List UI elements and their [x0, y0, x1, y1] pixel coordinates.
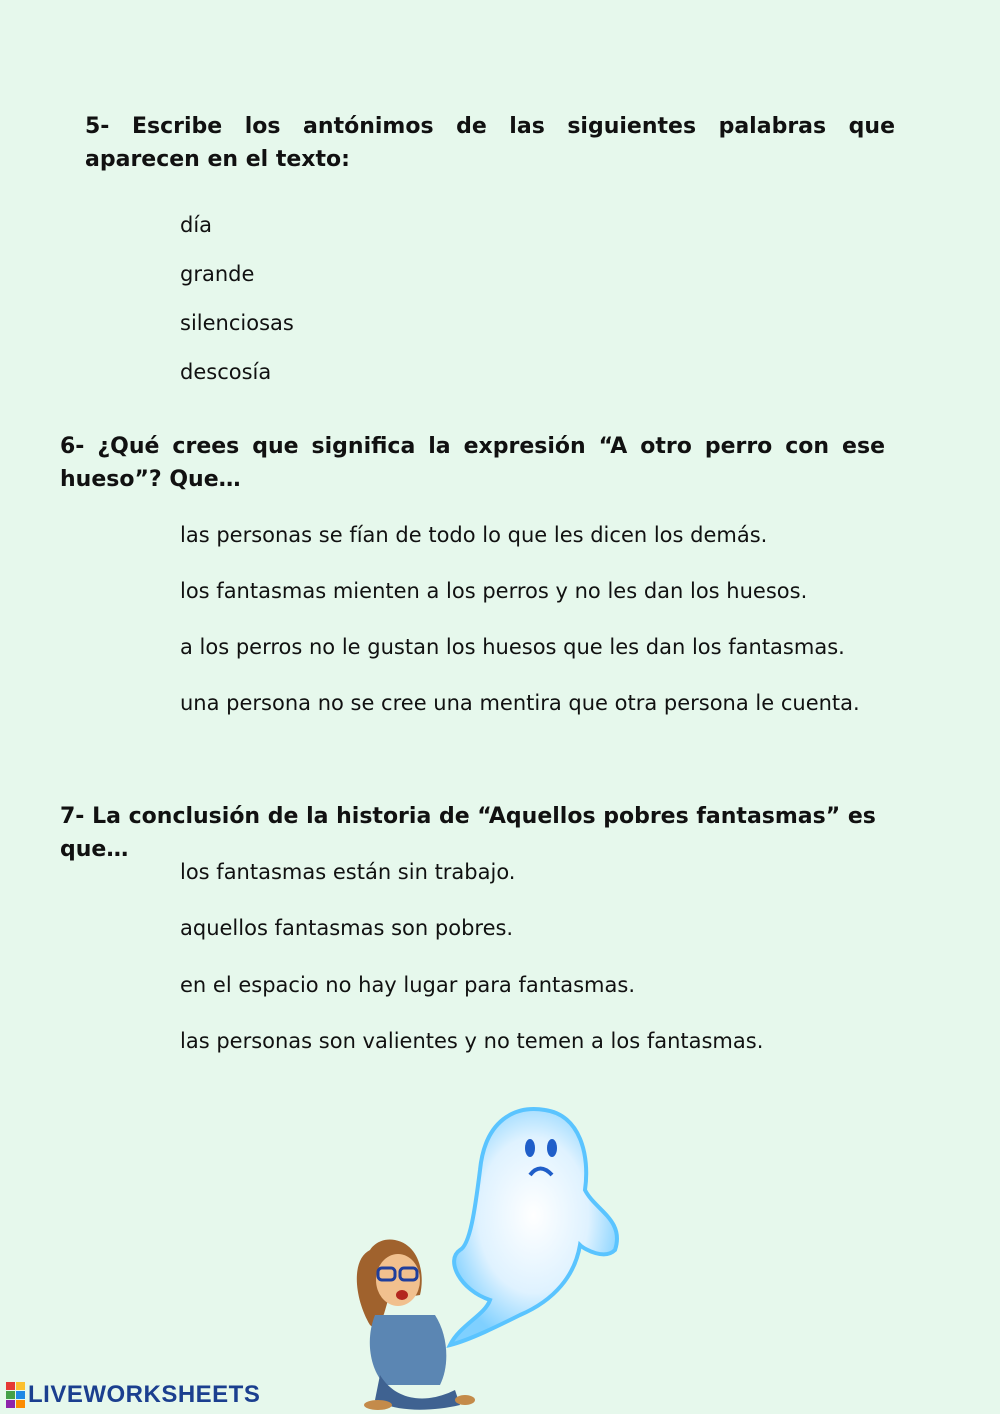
woman-shoe-2 [455, 1395, 475, 1405]
woman-jacket [370, 1315, 447, 1385]
q5-word-3: silenciosas [180, 311, 294, 335]
q6-option-3[interactable]: a los perros no le gustan los huesos que les dan los fantasmas. [180, 635, 845, 659]
q7-option-4[interactable]: las personas son valientes y no temen a los fantasmas. [180, 1029, 764, 1053]
logo-text: LIVEWORKSHEETS [28, 1381, 261, 1408]
question-6-title: 6- ¿Qué crees que significa la expresión “A otro perro con ese hueso”? Que… [60, 434, 885, 492]
q6-option-4[interactable]: una persona no se cree una mentira que otra persona le cuenta. [180, 691, 860, 715]
logo-blocks-icon [6, 1382, 25, 1408]
q6-option-2[interactable]: los fantasmas mienten a los perros y no les dan los huesos. [180, 579, 808, 603]
question-5-title: 5- Escribe los antónimos de las siguientes palabras que aparecen en el texto: [85, 114, 895, 172]
q5-word-4: descosía [180, 360, 272, 384]
ghost-right-eye [547, 1139, 557, 1157]
q7-option-1[interactable]: los fantasmas están sin trabajo. [180, 860, 516, 884]
woman-mouth [396, 1290, 408, 1300]
q5-word-2: grande [180, 262, 255, 286]
q6-option-1[interactable]: las personas se fían de todo lo que les dicen los demás. [180, 523, 768, 547]
q5-word-1: día [180, 213, 213, 237]
q7-option-3[interactable]: en el espacio no hay lugar para fantasmas. [180, 973, 635, 997]
question-7-title: 7- La conclusión de la historia de “Aquellos pobres fantasmas” es que… [60, 804, 876, 862]
q7-option-2[interactable]: aquellos fantasmas son pobres. [180, 916, 514, 940]
ghost-and-scared-woman-illustration [340, 1100, 640, 1410]
liveworksheets-logo [6, 1380, 260, 1410]
ghost-left-eye [525, 1139, 535, 1157]
woman-shoe [364, 1400, 392, 1410]
ghost-illustration-svg [340, 1100, 640, 1410]
